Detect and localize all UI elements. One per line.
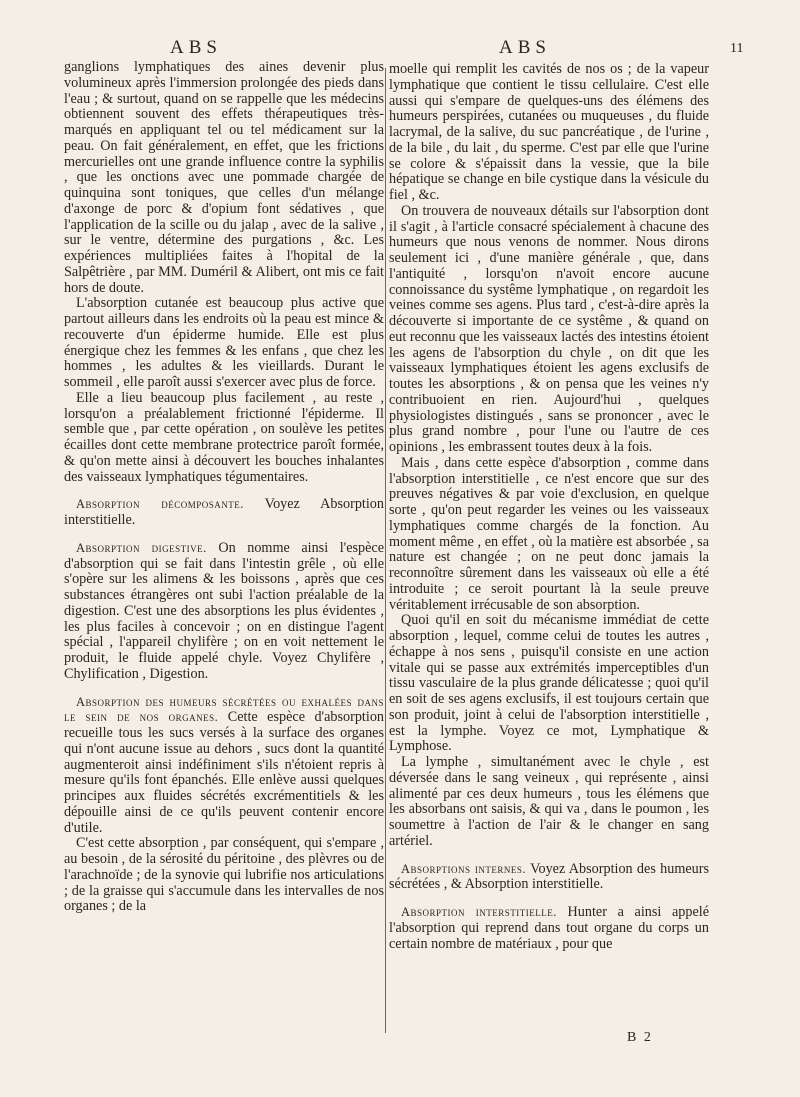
right-column (389, 62, 709, 952)
dictionary-entry: Absorption interstitielle. Hunter a ainsi appelé l'absorption qui reprend dans tout organe du corps un certain nombre de matériaux , pour que (389, 904, 709, 952)
column-divider (385, 68, 386, 1033)
left-column (64, 60, 384, 915)
left-para-6: C'est cette absorption , par conséquent, qui s'empare , au besoin , de la sérosité du péritoine , des plèvres ou de l'arachnoïde ; de la synovie qui lubrifie nos articulations ; de la graisse qui s'accumule dans les intervalles de nos organes ; de la (64, 835, 384, 915)
dictionary-entry: Absorptions internes. Voyez Absorption des humeurs sécrétées , & Absorption interstitielle. (389, 860, 709, 893)
dictionary-entry: Absorption digestive. On nomme ainsi l'espèce d'absorption qui se fait dans l'intestin grêle , où elle s'opère sur les alimens & les boissons , après que ces substances étrangères ont subi l'action préalable de la digestion. C'est une des absorptions les plus évidentes , les plus faciles à concevoir ; on en distingue l'agent spécial , l'appareil chylifère ; on en voit nettement le produit, le fluide appelé chyle. Voyez Chylifère , Chylification , Digestion. (64, 539, 385, 682)
right-para-4: La lymphe , simultanément avec le chyle , est déversée dans le sang veineux , qui représente , ainsi alimenté par ces deux humeurs , tous les élémens que les absorbans ont saisis, & qui va , dans le poumon , les soumettre à l'action de l'air & le changer en sang artériel. (389, 754, 709, 849)
running-head-left: ABS (170, 37, 222, 58)
entry-headword: Absorption digestive. (76, 540, 207, 555)
dictionary-entry: Absorption décomposante. Voyez Absorption interstitielle. (64, 496, 384, 528)
catchword: B 2 (627, 1030, 653, 1045)
right-para-2: Mais , dans cette espèce d'absorption , comme dans l'absorption interstitielle , ce n'est encore que sur des preuves négatives & par voie d'exclusion, en quelque sorte , qu'on peut regarder les veines ou les vaisseaux lymphatiques comme chargés de la fonction. Au moment même , en effet , où la matière est absorbée , sa nature est changée ; on ne peut donc jamais la reconnoître sûrement dans les vaisseaux où elle a été introduite ; ce seroit pourtant là la seule preuve véritablement irrécusable de son absorption. (389, 454, 709, 613)
left-para-1: L'absorption cutanée est beaucoup plus active que partout ailleurs dans les endroits où la peau est mince & recouverte d'un épiderme humide. Elle est plus énergique chez les femmes & les enfans , que chez les hommes , les adultes & les vieillards. Durant le sommeil , elle paroît aussi s'exercer avec plus de force. (64, 295, 384, 390)
page-number: 11 (730, 41, 744, 56)
right-para-3: Quoi qu'il en soit du mécanisme immédiat de cette absorption , lequel, comme celui de toutes les autres , échappe à nos sens , puisqu'il consiste en une action vitale qui se passe aux extrémités imperceptibles d'un tissu vasculaire de la plus grande délicatesse ; quoi qu'il en soit de ses agens exclusifs, il est toujours certain que son produit, joint à celui de l'absorption interstitielle , est la lymphe. Voyez ce mot, Lymphatique & Lymphose. (389, 612, 709, 755)
entry-headword: Absorption interstitielle. (401, 905, 557, 919)
entry-headword: Absorption décomposante. (76, 497, 244, 512)
running-head-right: ABS (499, 37, 551, 58)
dictionary-entry: Absorption des humeurs sécrétées ou exhalées dans le sein de nos organes. Cette espèce d'absorption recueille tous les sucs versés à la surface des organes qui n'ont aucune issue au dehors , sucs dont la quantité augmenteroit ainsi indéfiniment s'ils n'étoient repris à mesure qu'ils font épanchés. Elle enlève aussi quelques principes aux fluides sécrétés excrémentitiels & les dépouille ainsi de ce qu'ils peuvent contenir encore d'utile. (64, 694, 385, 836)
left-para-0: ganglions lymphatiques des aines devenir plus volumineux après l'immersion prolongée des pieds dans l'eau ; & surtout, quand on se rappelle que les médecins obtiennent souvent des effets thérapeutiques très-marqués en appliquant tel ou tel médicament sur la peau. On fait généralement, en effet, que les frictions mercurielles ont une grande influence contre la syphilis , que les onctions avec une pommade chargée de quinquina sont toniques, que celles d'un mélange d'axonge de porc & d'opium font sédatives , que l'application de la scille ou du jalap , avec de la salive , sur le ventre, détermine des purgations , &c. Les expériences multipliées faites à l'hopital de la Salpêtrière , par MM. Duméril & Alibert, ont mis ce fait hors de doute. (64, 59, 384, 296)
entry-headword: Absorptions internes. (401, 861, 527, 876)
left-para-2: Elle a lieu beaucoup plus facilement , au reste , lorsqu'on a préalablement frictionné l'épiderme. Il semble que , par cette opération , on soulève les petites écailles dont cette membrane protectrice paroît formée, & qu'on mette ainsi à découvert les bouches inhalantes des vaisseaux lymphatiques tégumentaires. (64, 389, 384, 485)
entry-headword: Absorption des humeurs sécrétées ou exhalées dans le sein de nos organes. (64, 694, 384, 725)
right-para-1: On trouvera de nouveaux détails sur l'absorption dont il s'agit , à l'article consacré spécialement à chacune des humeurs que nous venons de nommer. Nous dirons seulement ici , d'une manière générale , que, dans l'antiquité , lorsqu'on n'avoit encore aucune connoissance du systême lymphatique , on regardoit les veines comme ses agens. Plus tard , c'est-à-dire après la découverte si importante de ce systême , & quand on eut reconnu que les vaisseaux lactés des intestins étoient les agens de l'absorption du chyle , on dit que les vaisseaux lymphatiques étoient les agens exclusifs de toutes les absorptions , & on pensa que les veines n'y contribuoient en rien. Aujourd'hui , quelques physiologistes distingués , sans se prononcer , avec le plus grand nombre , pour l'une ou l'autre de ces opinions , les embrassent toutes deux à la fois. (389, 202, 709, 455)
right-para-0: moelle qui remplit les cavités de nos os ; de la vapeur lymphatique que contient le tissu cellulaire. C'est elle aussi qui s'empare de quelques-uns des élémens des humeurs perspirées, cutanées ou muqueuses , du fluide lacrymal, de la salive, du suc pancréatique , de l'urine , de la bile , du lait , du sperme. C'est par elle que l'urine se colore & s'épaissit dans la vessie, que la bile hépatique se change en bile cystique dans la vésicule du fiel , &c. (389, 61, 709, 203)
